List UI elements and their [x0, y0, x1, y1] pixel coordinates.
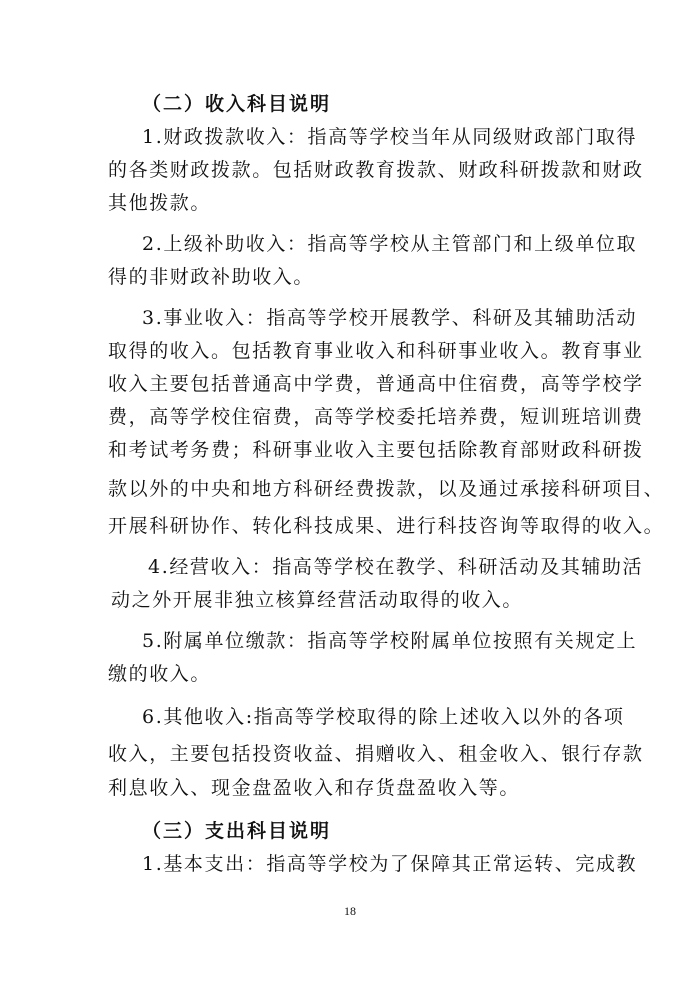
paragraph-line: 费，高等学校住宿费，高等学校委托培养费，短训班培训费	[108, 406, 644, 428]
paragraph-line: 得的非财政补助收入。	[108, 266, 315, 288]
paragraph-line: 1.财政拨款收入：指高等学校当年从同级财政部门取得	[142, 126, 638, 148]
paragraph-line: 开展科研协作、转化科技成果、进行科技咨询等取得的收入。	[108, 515, 665, 537]
paragraph-line: 收入，主要包括投资收益、捐赠收入、租金收入、银行存款	[108, 743, 644, 765]
paragraph-line: 取得的收入。包括教育事业收入和科研事业收入。教育事业	[108, 340, 644, 362]
paragraph-line: 2.上级补助收入：指高等学校从主管部门和上级单位取	[142, 233, 638, 255]
paragraph-line: 的各类财政拨款。包括财政教育拨款、财政科研拨款和财政	[108, 159, 644, 181]
paragraph-line: 动之外开展非独立核算经营活动取得的收入。	[111, 589, 524, 611]
paragraph-line: 其他拨款。	[108, 192, 212, 214]
paragraph-line: 利息收入、现金盘盈收入和存货盘盈收入等。	[108, 777, 521, 799]
paragraph-line: 收入主要包括普通高中学费，普通高中住宿费，高等学校学	[108, 373, 644, 395]
paragraph-line: 6.其他收入:指高等学校取得的除上述收入以外的各项	[142, 706, 625, 728]
paragraph-line: 4.经营收入：指高等学校在教学、科研活动及其辅助活	[148, 556, 644, 578]
paragraph-line: 款以外的中央和地方科研经费拨款，以及通过承接科研项目、	[108, 478, 665, 500]
paragraph-line: 5.附属单位缴款：指高等学校附属单位按照有关规定上	[142, 630, 638, 652]
paragraph-line: 缴的收入。	[108, 663, 212, 685]
page-number: 18	[344, 904, 356, 918]
paragraph-line: 和考试考务费；科研事业收入主要包括除教育部财政科研拨	[108, 439, 644, 461]
paragraph-line: 1.基本支出：指高等学校为了保障其正常运转、完成教	[142, 853, 638, 875]
paragraph-line: 3.事业收入：指高等学校开展教学、科研及其辅助活动	[142, 307, 638, 329]
section-heading-expenditure: （三）支出科目说明	[142, 820, 332, 842]
section-heading-income: （二）收入科目说明	[142, 93, 332, 115]
